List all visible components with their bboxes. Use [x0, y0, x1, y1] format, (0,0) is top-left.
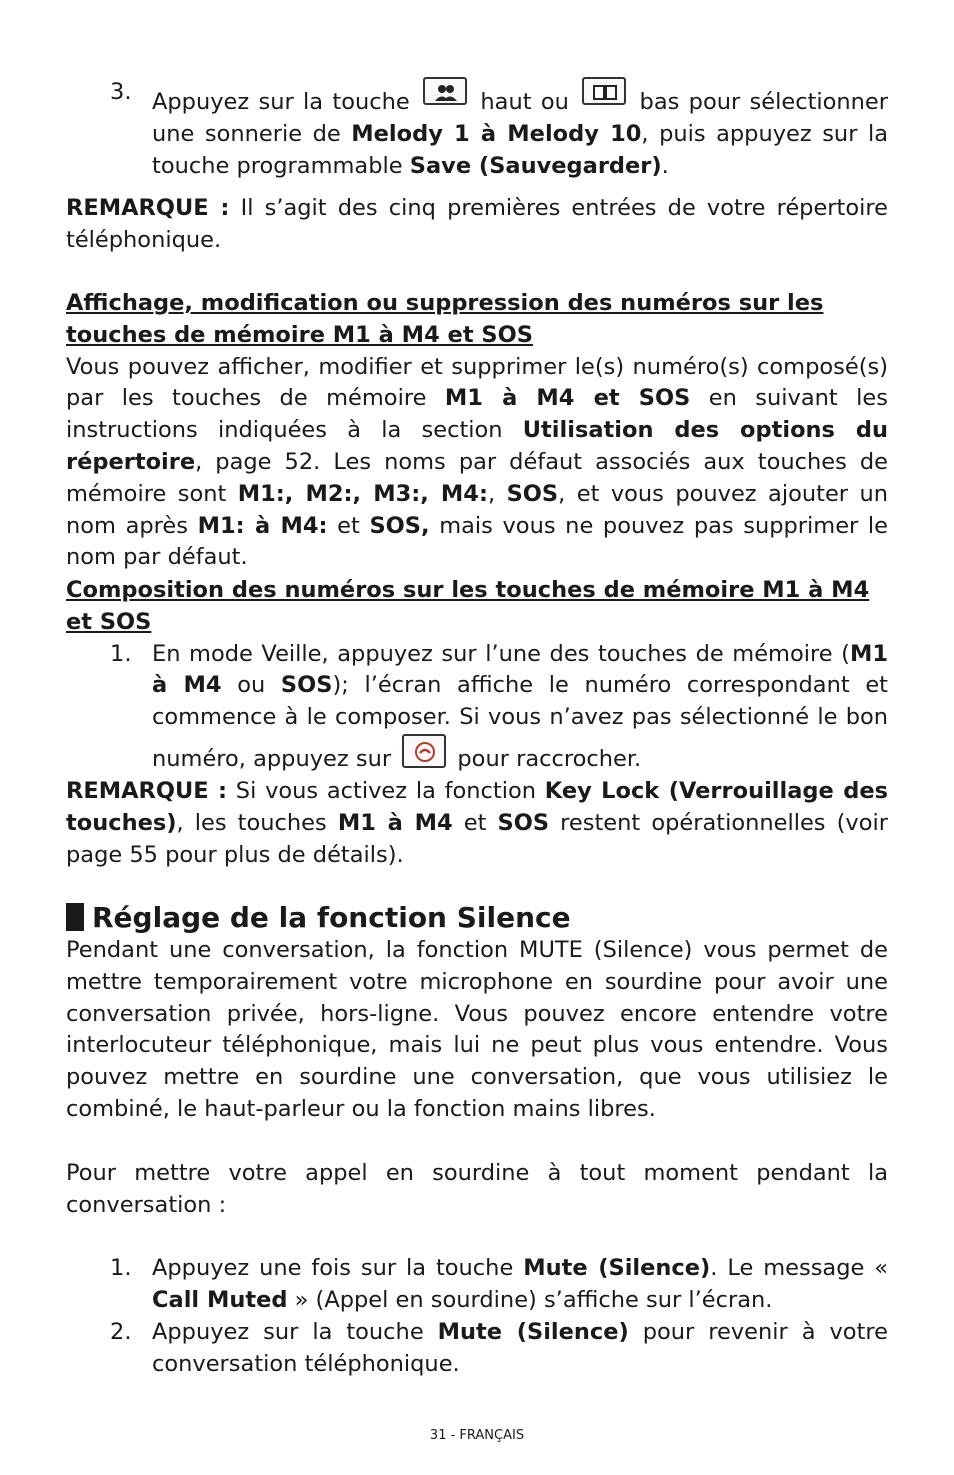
note-2: REMARQUE : Si vous activez la fonction Key Lock (Verrouillage des touches), les touches M1 à M4 et SOS restent opérationnelles (voir page 55 pour plus de détails).: [66, 778, 888, 868]
contacts-up-icon: [423, 77, 467, 105]
section-body: Vous pouvez afficher, modifier et supprimer le(s) numéro(s) composé(s) par les touches de mémoire M1 à M4 et SOS en suivant les instructions indiquées à la section Utilisation des options du répertoire, page 52. Les noms par défaut associés aux touches de mémoire sont M1:, M2:, M3:, M4:, SOS, et vous pouvez ajouter un nom après M1: à M4: et SOS, mais vous ne pouvez pas supprimer le nom par défaut.: [66, 353, 889, 571]
mute-paragraph-1: Pendant une conversation, la fonction MUTE (Silence) vous permet de mettre temporairement votre microphone en sourdine pour avoir une conversation privée, hors-ligne. Vous pouvez encore entendre votre interlocuteur téléphonique, mais lui ne peut plus vous entendre. Vous pouvez mettre en sourdine une conversation, que vous utilisiez le combiné, le haut-parleur ou la fonction mains libres.: [66, 937, 888, 1122]
section-heading: Composition des numéros sur les touches de mémoire M1 à M4 et SOS: [66, 577, 870, 635]
phonebook-down-icon: [582, 77, 626, 105]
section-view-memory: [66, 288, 888, 574]
step-number: 2.: [110, 1319, 132, 1345]
page-footer: 31 - FRANÇAIS: [429, 1428, 525, 1443]
mute-paragraph-2: Pour mettre votre appel en sourdine à tout moment pendant la conversation :: [66, 1160, 888, 1218]
mute-step-2: 2. Appuyez sur la touche Mute (Silence) pour revenir à votre conversation téléphonique.: [110, 1319, 888, 1377]
step-3: 3. Appuyez sur la touche haut ou bas pour sélectionner une sonnerie de Melody 1 à Melody 10, puis appuyez sur la touche programmable Save (Sauvegarder).: [110, 79, 889, 179]
note-1: REMARQUE : Il s’agit des cinq premières entrées de votre répertoire téléphonique.: [66, 195, 888, 253]
mute-step-1: 1. Appuyez une fois sur la touche Mute (Silence). Le message « Call Muted » (Appel en sourdine) s’affiche sur l’écran.: [110, 1255, 888, 1313]
step-number: 1.: [110, 1255, 132, 1281]
dial-step-1: 1. En mode Veille, appuyez sur l’une des touches de mémoire (M1 à M4 ou SOS); l’écran affiche le numéro correspondant et commence à le composer. Si vous n’avez pas sélectionné le bon numéro, appuyez sur pour raccrocher.: [110, 640, 888, 772]
section-marker: [66, 903, 84, 931]
end-call-icon: [402, 734, 446, 768]
section-heading: Affichage, modification ou suppression des numéros sur les touches de mémoire M1 à M4 et SOS: [66, 290, 824, 348]
section-dial-memory: [66, 575, 888, 776]
step-number: 1.: [110, 640, 132, 667]
section-title-silence: Réglage de la fonction Silence: [66, 900, 888, 936]
step-number: 3.: [110, 79, 132, 105]
